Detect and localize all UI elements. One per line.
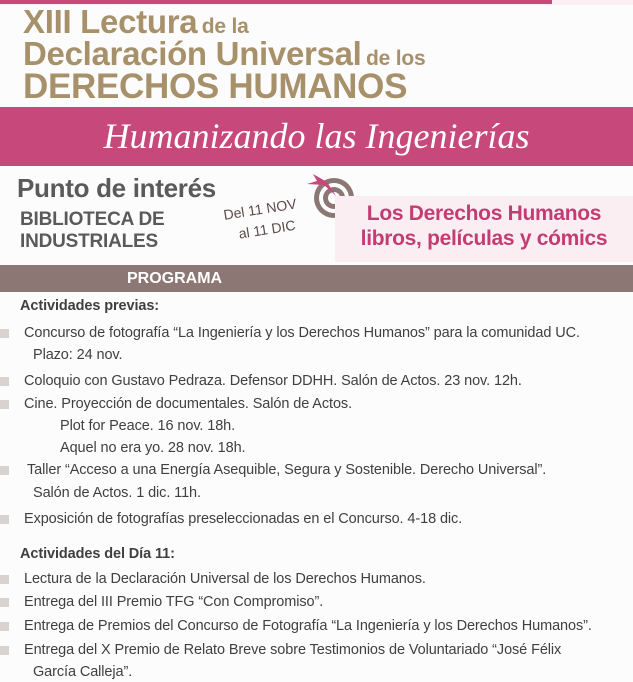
list-item-sub: Aquel no era yo. 28 nov. 18h. [60, 440, 246, 456]
bullet-icon [0, 329, 9, 338]
bullet-icon [0, 622, 9, 631]
list-item: Coloquio con Gustavo Pedraza. Defensor DDHH. Salón de Actos. 23 nov. 12h. [24, 373, 522, 389]
list-item-cont: Plazo: 24 nov. [33, 347, 123, 363]
programa-label: PROGRAMA [127, 270, 223, 287]
bullet-icon [0, 377, 9, 386]
list-item: Entrega de Premios del Concurso de Fotografía “La Ingeniería y los Derechos Humanos”. [24, 618, 592, 634]
list-item: Entrega del III Premio TFG “Con Compromiso”. [24, 594, 324, 610]
title-de-los: de los [366, 47, 426, 70]
date-from: Del 11 NOV [222, 195, 298, 223]
subtitle: Humanizando las Ingenierías [103, 116, 530, 156]
list-item-cont: García Calleja”. [33, 664, 133, 680]
punto-title: Punto de interés [17, 173, 216, 203]
title-line-1 [23, 5, 249, 38]
venue-line-2: INDUSTRIALES [20, 231, 158, 252]
bullet-icon [0, 515, 9, 524]
title-lectura: XIII Lectura [23, 3, 198, 40]
dia11-heading: Actividades del Día 11: [20, 546, 175, 562]
title-line-3 [23, 69, 407, 104]
title-derechos-humanos: DERECHOS HUMANOS [23, 67, 408, 106]
venue [20, 209, 164, 253]
title-de-la: de la [201, 15, 249, 38]
venue-line-1: BIBLIOTECA DE [20, 209, 165, 230]
bullet-icon [0, 400, 9, 409]
list-item: Exposición de fotografías preseleccionadas en el Concurso. 4-18 dic. [24, 511, 463, 527]
list-item: Taller “Acceso a una Energía Asequible, Segura y Sostenible. Derecho Universal”. [27, 462, 547, 478]
date-range [222, 193, 301, 246]
previas-heading: Actividades previas: [20, 298, 160, 314]
feature-line-1: Los Derechos Humanos [366, 202, 602, 225]
programa-bar [0, 265, 633, 292]
bullet-icon [0, 598, 9, 607]
list-item: Concurso de fotografía “La Ingeniería y los Derechos Humanos” para la comunidad UC. [24, 325, 580, 341]
date-to: al 11 DIC [237, 216, 297, 242]
list-item-sub: Plot for Peace. 16 nov. 18h. [60, 418, 236, 434]
list-item: Lectura de la Declaración Universal de los Derechos Humanos. [24, 571, 426, 587]
title-line-2 [23, 37, 425, 70]
list-item-cont: Salón de Actos. 1 dic. 11h. [33, 485, 201, 501]
list-item: Cine. Proyección de documentales. Salón de Actos. [24, 396, 352, 412]
feature-line-2: libros, películas y cómics [360, 227, 608, 250]
feature-text [335, 201, 633, 251]
bullet-icon [0, 646, 9, 655]
title-declaracion: Declaración Universal [23, 35, 362, 72]
bullet-icon [0, 466, 9, 475]
list-item: Entrega del X Premio de Relato Breve sobre Testimonios de Voluntariado “José Félix [24, 642, 562, 658]
bullet-icon [0, 575, 9, 584]
